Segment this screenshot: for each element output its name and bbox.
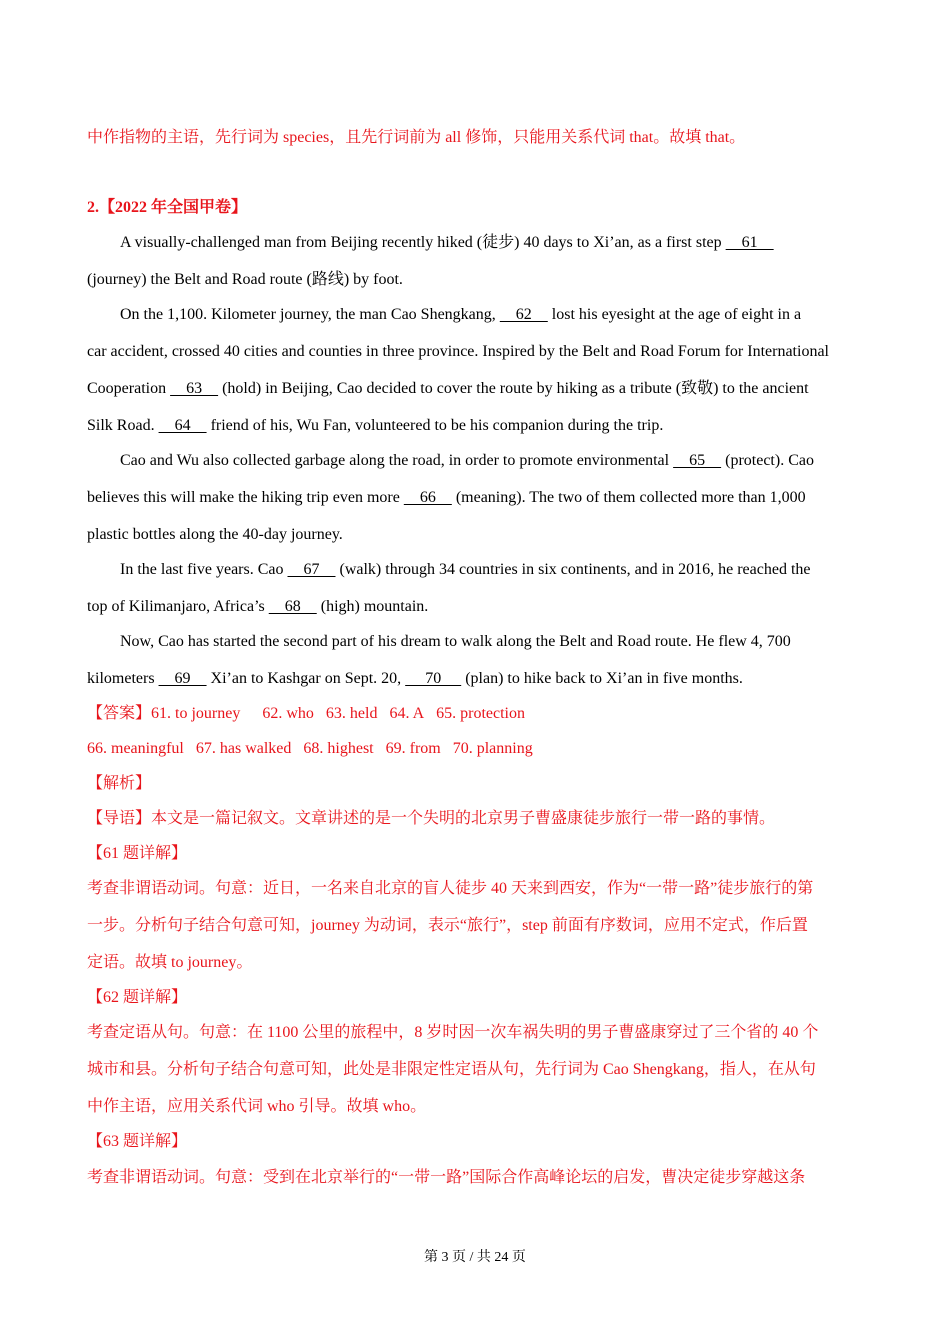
blank-70: 70 — [405, 670, 462, 687]
answers-label: 【答案】 — [87, 705, 152, 722]
q63-label: 【63 题详解】 — [87, 1133, 188, 1150]
blank-65: 65 — [673, 452, 722, 469]
blank-68: 68 — [268, 598, 317, 615]
answer-68: 68. highest — [303, 740, 374, 757]
passage-line: On the 1,100. Kilometer journey, the man Cao Shengkang, 62 lost his eyesight at the age of eight in a — [120, 304, 801, 326]
passage-line: Cao and Wu also collected garbage along the road, in order to promote environmental 65 (protect). Cao — [120, 450, 814, 472]
blank-63: 63 — [170, 380, 219, 397]
passage-line: believes this will make the hiking trip even more 66 (meaning). The two of them collected more than 1,000 — [87, 487, 806, 509]
passage-line: (journey) the Belt and Road route (路线) by foot. — [87, 271, 403, 288]
passage-line: Now, Cao has started the second part of his dream to walk along the Belt and Road route. He flew 4, 700 — [120, 633, 791, 650]
blank-66: 66 — [403, 489, 452, 506]
blank-69: 69 — [158, 670, 207, 687]
answer-70: 70. planning — [452, 740, 533, 757]
answer-65: 65. protection — [436, 705, 525, 722]
prev-explanation-line: 中作指物的主语，先行词为 species，且先行词前为 all 修饰，只能用关系代词 that。故填 that。 — [87, 129, 746, 146]
passage-line: A visually-challenged man from Beijing recently hiked (徒步) 40 days to Xi’an, as a first step 61 — [120, 232, 774, 254]
q62-label: 【62 题详解】 — [87, 989, 188, 1006]
explanation-line: 中作主语，应用关系代词 who 引导。故填 who。 — [87, 1098, 427, 1115]
analysis-label: 【解析】 — [87, 775, 152, 792]
passage-line: top of Kilimanjaro, Africa’s 68 (high) mountain. — [87, 596, 428, 618]
answer-61: 61. to journey — [151, 705, 241, 722]
section-heading: 2.【2022 年全国甲卷】 — [87, 199, 248, 216]
explanation-line: 考查非谓语动词。句意：受到在北京举行的“一带一路”国际合作高峰论坛的启发，曹决定徒步穿越这条 — [87, 1169, 806, 1186]
page-footer: 第 3 页 / 共 24 页 — [424, 1250, 526, 1265]
passage-line: kilometers 69 Xi’an to Kashgar on Sept. 20, 70 (plan) to hike back to Xi’an in five months. — [87, 668, 743, 690]
explanation-line: 定语。故填 to journey。 — [87, 954, 253, 971]
blank-67: 67 — [287, 561, 336, 578]
answer-67: 67. has walked — [195, 740, 292, 757]
answers-line-2 — [87, 738, 533, 760]
explanation-line: 城市和县。分析句子结合句意可知，此处是非限定性定语从句，先行词为 Cao Shengkang，指人，在从句 — [87, 1061, 816, 1078]
answer-69: 69. from — [385, 740, 441, 757]
passage-line: plastic bottles along the 40-day journey. — [87, 526, 343, 543]
blank-62: 62 — [499, 306, 548, 323]
answer-66: 66. meaningful — [87, 740, 184, 757]
explanation-line: 考查定语从句。句意：在 1100 公里的旅程中，8 岁时因一次车祸失明的男子曹盛康穿过了三个省的 40 个 — [87, 1024, 819, 1041]
answer-63: 63. held — [325, 705, 378, 722]
passage-line: Silk Road. 64 friend of his, Wu Fan, volunteered to be his companion during the trip. — [87, 415, 663, 437]
explanation-line: 一步。分析句子结合句意可知，journey 为动词，表示“旅行”，step 前面有序数词，应用不定式，作后置 — [87, 917, 808, 934]
q61-label: 【61 题详解】 — [87, 845, 188, 862]
explanation-line: 考查非谓语动词。句意：近日，一名来自北京的盲人徒步 40 天来到西安，作为“一带一路”徒步旅行的第 — [87, 880, 814, 897]
guide-text: 【导语】本文是一篇记叙文。文章讲述的是一个失明的北京男子曹盛康徒步旅行一带一路的事情。 — [87, 810, 776, 827]
blank-61: 61 — [725, 234, 774, 251]
answer-64: 64. A — [389, 705, 425, 722]
answer-62: 62. who — [262, 705, 314, 722]
passage-line: In the last five years. Cao 67 (walk) through 34 countries in six continents, and in 2016, he reached the — [120, 559, 811, 581]
blank-64: 64 — [158, 417, 207, 434]
passage-line: Cooperation 63 (hold) in Beijing, Cao decided to cover the route by hiking as a tribute (致敬) to the ancient — [87, 378, 809, 400]
passage-line: car accident, crossed 40 cities and counties in three province. Inspired by the Belt and Road Forum for International — [87, 343, 829, 360]
answers-line-1 — [87, 703, 525, 725]
